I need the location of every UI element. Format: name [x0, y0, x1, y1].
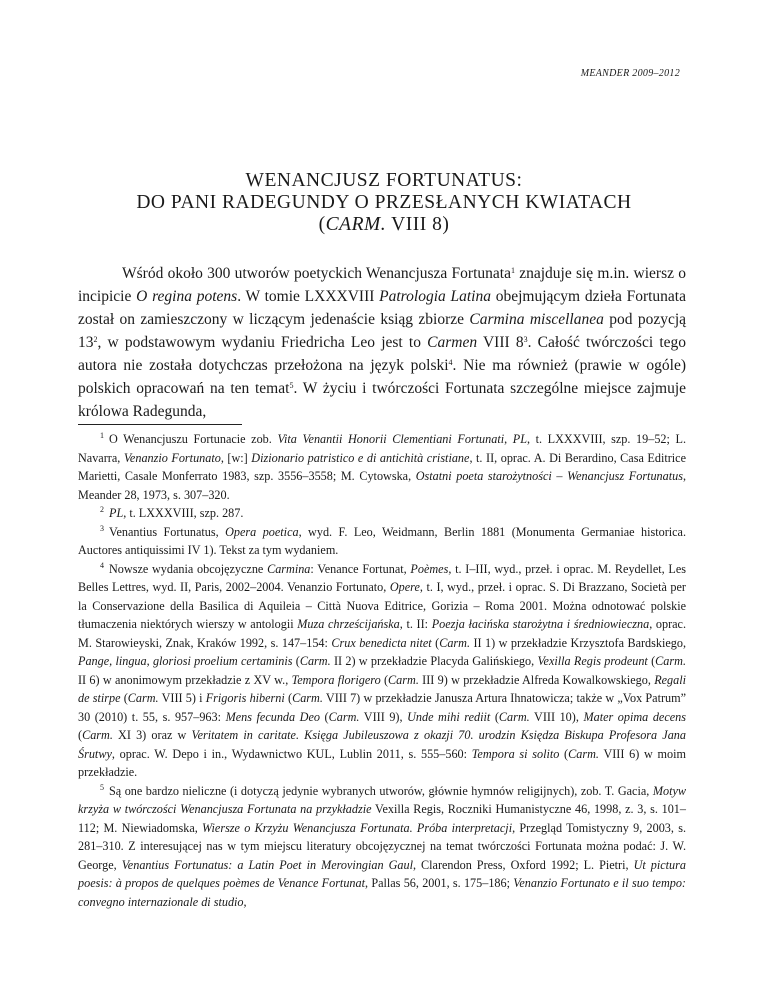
footnote-ref-4[interactable]: 4 — [448, 358, 453, 367]
running-header: MEANDER 2009–2012 — [580, 68, 680, 79]
footnote-5: $^5$ Są one bardzo nieliczne (i dotyczą jedynie wybranych utworów, głównie hymnów religijnych), zob. T. Gacia, Motyw krzyża w twórczości Wenancjusza Fortunata na przykładzie Vexilla Regis, Roczniki Humanistyczne 46, 1998, z. 3, s. 101–112; M. Niewiadomska, Wiersze o Krzyżu Wenancjusza Fortunata. Próba interpretacji, Przegląd Tomistyczny 9, 2003, s. 281–310. Z interesującej nas w tym miejscu literatury obcojęzycznej na temat twórczości Fortunata można podać: J. W. George, Venantius Fortunatus: a Latin Poet in Merovingian Gaul, Clarendon Press, Oxford 1992; L. Pietri, Ut pictura poesis: à propos de quelques poèmes de Venance Fortunat, Pallas 56, 2001, s. 175–186; Venanzio Fortunato e il suo tempo: convegno internazionale di studio, — [78, 782, 686, 909]
footnote-ref-5[interactable]: 5 — [289, 381, 294, 390]
footnote-1: $^1$ O Wenancjuszu Fortunacie zob. Vita Venantii Honorii Clementiani Fortunati, PL, t. LXXXVIII, szp. 19–52; L. Navarra, Venanzio Fortunato, [w:] Dizionario patristico e di antichità cristiane, t. II, oprac. A. Di Berardino, Casa Editrice Marietti, Casale Monferrato 1983, szp. 3556–3558; M. Cytowska, Ostatni poeta starożytności – Wenancjusz Fortunatus, Meander 28, 1973, s. 307–320. — [78, 431, 686, 502]
footnote-ref-2[interactable]: 2 — [93, 335, 98, 344]
footnote-ref-1[interactable]: 1 — [510, 266, 515, 275]
body-paragraph: Wśród około 300 utworów poetyckich Wenancjusza Fortunata$^1$ znajduje się m.in. wiersz o incipicie O regina potens. W tomie LXXXVIII Patrologia Latina obejmującym dzieła Fortunata został on zamieszczony w liczącym jedenaście ksiąg zbiorze Carmina miscellanea pod pozycją $13^2$, w podstawowym wydaniu Friedricha Leo jest to Carmen VIII $8^3$. Całość twórczości tego autora nie została dotychczas przełożona na język polski$^4$. Nie ma również (prawie w ogóle) polskich opracowań na ten temat$^5$. W życiu i twórczości Fortunata szczególne miejsce zajmuje królowa Radegunda, — [78, 265, 687, 420]
title-line-3: (CARM. VIII 8) — [318, 214, 450, 235]
title-line-2: DO PANI RADEGUNDY O PRZESŁANYCH KWIATACH — [136, 192, 632, 213]
footnote-2: $^2$ PL, t. LXXXVIII, szp. 287. — [100, 505, 244, 520]
footnote-separator — [78, 424, 242, 425]
title-line-1: WENANCJUSZ FORTUNATUS: — [245, 170, 523, 191]
article-title — [0, 170, 768, 236]
footnote-4: $^4$ Nowsze wydania obcojęzyczne Carmina: Venance Fortunat, Poèmes, t. I–III, wyd., przeł. i oprac. M. Reydellet, Les Belles Lettres, wyd. II, Paris, 2002–2004. Venanzio Fortunato, Opere, t. I, wyd., przeł. i oprac. S. Di Brazzano, Società per la Conservazione della Basilica di Aquileia – Città Nuova Editrice, Gorizia – Roma 2001. Można odnotować polskie tłumaczenia niektórych wierszy w antologii Muza chrześcijańska, t. II: Poezja łacińska starożytna i średniowieczna, oprac. M. Starowieyski, Znak, Kraków 1992, s. 147–154: Crux benedicta nitet (Carm. II 1) w przekładzie Krzysztofa Bardskiego, Pange, lingua, gloriosi proelium certaminis (Carm. II 2) w przekładzie Placyda Galińskiego, Vexilla Regis prodeunt (Carm. II 6) w anonimowym przekładzie z XV w., Tempora florigero (Carm. III 9) w przekładzie Alfreda Kowalkowskiego, Regali de stirpe (Carm. VIII 5) i Frigoris hiberni (Carm. VIII 7) w przekładzie Janusza Artura Ihnatowicza; także w „Vox Patrum” 30 (2010) t. 55, s. 957–963: Mens fecunda Deo (Carm. VIII 9), Unde mihi rediit (Carm. VIII 10), Mater opima decens (Carm. XI 3) oraz w Veritatem in caritate. Księga Jubileuszowa z okazji 70. urodzin Księdza Biskupa Profesora Jana Śrutwy, oprac. W. Depo i in., Wydawnictwo KUL, Lublin 2011, s. 555–560: Tempora si solito (Carm. VIII 6) w moim przekładzie. — [78, 560, 687, 779]
footnote-ref-3[interactable]: 3 — [523, 335, 528, 344]
footnotes — [78, 430, 686, 911]
footnote-3: $^3$ Venantius Fortunatus, Opera poetica, wyd. F. Leo, Weidmann, Berlin 1881 (Monumenta Germaniae historica. Auctores antiquissimi IV 1). Tekst za tym wydaniem. — [78, 523, 686, 557]
